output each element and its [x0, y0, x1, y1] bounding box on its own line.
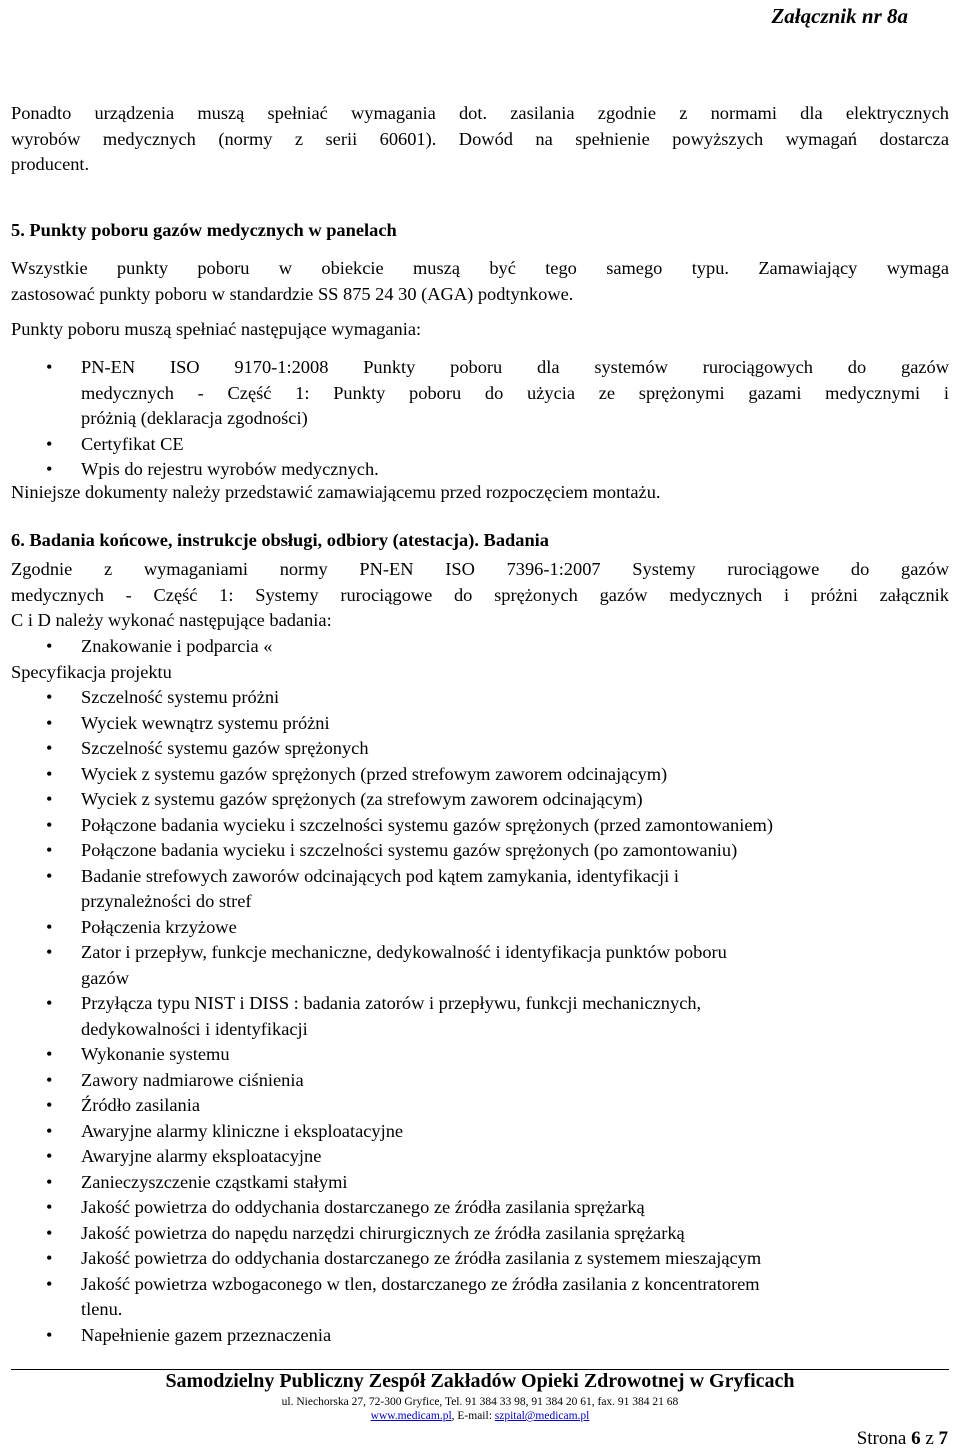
item-line: Szczelność systemu gazów sprężonych: [81, 738, 369, 758]
section-6-paragraph: [11, 557, 949, 634]
list-item: [11, 457, 949, 483]
bullet-icon: •: [46, 1248, 53, 1268]
list-item: [11, 1221, 949, 1247]
list-item: [11, 1195, 949, 1221]
intro-line: Ponadto urządzenia muszą spełniać wymagania dot. zasilania zgodnie z normami dla elektrycznych: [11, 103, 949, 123]
item-line: medycznych - Część 1: Punkty poboru do użycia ze sprężonymi gazami medycznymi i: [81, 382, 949, 403]
list-item: [11, 634, 949, 660]
item-line: Znakowanie i podparcia «: [81, 636, 273, 656]
item-line: Wpis do rejestru wyrobów medycznych.: [81, 459, 379, 479]
bullet-icon: •: [46, 993, 53, 1013]
list-item: [11, 1246, 949, 1272]
item-line: Połączone badania wycieku i szczelności systemu gazów sprężonych (przed zamontowaniem): [81, 814, 773, 835]
bullet-icon: •: [46, 687, 53, 707]
bullet-icon: •: [46, 636, 53, 656]
item-line: próżnią (deklaracja zgodności): [81, 408, 308, 428]
item-line: Jakość powietrza do oddychania dostarczanego ze źródła zasilania z systemem mieszającym: [81, 1248, 762, 1268]
page-prefix: Strona: [856, 1428, 912, 1449]
footer-organization: Samodzielny Publiczny Zespół Zakładów Opieki Zdrowotnej w Gryficach: [165, 1370, 795, 1392]
list-item: [11, 1170, 949, 1196]
item-line: Awaryjne alarmy eksploatacyjne: [81, 1146, 322, 1166]
bullet-icon: •: [46, 1146, 53, 1166]
item-line: Połączone badania wycieku i szczelności systemu gazów sprężonych (po zamontowaniu): [81, 840, 738, 860]
spec-label: Specyfikacja projektu: [11, 662, 172, 682]
list-item: [11, 1119, 949, 1145]
bullet-icon: •: [46, 1095, 53, 1115]
bullet-icon: •: [46, 763, 53, 784]
bullet-icon: •: [46, 814, 53, 835]
first-test-list: [11, 634, 949, 660]
email-label: , E-mail:: [451, 1410, 495, 1422]
paragraph-line: zastosować punkty poboru w standardzie SS 875 24 30 (AGA) podtynkowe.: [11, 283, 574, 304]
bullet-icon: •: [46, 459, 53, 479]
item-line: Zanieczyszczenie cząstkami stałymi: [81, 1171, 348, 1192]
list-item: [11, 1068, 949, 1094]
item-line: Szczelność systemu próżni: [81, 687, 280, 707]
list-item: [11, 762, 949, 788]
list-item: [11, 1042, 949, 1068]
item-line: gazów: [81, 967, 129, 988]
bullet-icon: •: [46, 789, 53, 809]
paragraph-line: C i D należy wykonać następujące badania:: [11, 610, 332, 630]
bullet-icon: •: [46, 1044, 53, 1064]
list-item: [11, 838, 949, 864]
paragraph-line: Wszystkie punkty poboru w obiekcie muszą być tego samego typu. Zamawiający wymaga: [11, 258, 949, 278]
section-5-heading: 5. Punkty poboru gazów medycznych w panelach: [11, 220, 397, 240]
item-line: Jakość powietrza wzbogaconego w tlen, dostarczanego ze źródła zasilania z koncentratorem: [81, 1273, 760, 1294]
item-line: PN-EN ISO 9170-1:2008 Punkty poboru dla systemów rurociągowych do gazów: [81, 357, 949, 377]
list-item: [11, 432, 949, 458]
page-separator: z: [920, 1428, 939, 1449]
list-item: [11, 711, 949, 737]
item-line: Jakość powietrza do oddychania dostarczanego ze źródła zasilania sprężarką: [81, 1197, 645, 1217]
page-number: [857, 1428, 948, 1450]
bullet-icon: •: [46, 357, 53, 377]
list-item: [11, 787, 949, 813]
bullet-icon: •: [46, 1273, 53, 1294]
intro-line: wyrobów medycznych (normy z serii 60601). Dowód na spełnienie powyższych wymagań dostarcza: [11, 128, 949, 149]
list-item: [11, 991, 949, 1042]
requirements-list: [11, 355, 949, 483]
section-5-paragraph: [11, 256, 949, 307]
paragraph-line: medycznych - Część 1: Systemy rurociągowe do sprężonych gazów medycznych i próżni załącznik: [11, 584, 949, 605]
footer-contact: [0, 1410, 960, 1422]
item-line: tlenu.: [81, 1299, 123, 1319]
list-item: [11, 1144, 949, 1170]
item-line: Awaryjne alarmy kliniczne i eksploatacyjne: [81, 1120, 404, 1141]
bullet-icon: •: [46, 942, 53, 962]
page-current: 6: [911, 1428, 921, 1449]
attachment-label: Załącznik nr 8a: [771, 4, 908, 28]
tests-list: [11, 685, 949, 1348]
item-line: Zator i przepływ, funkcje mechaniczne, dedykowalność i identyfikacja punktów poboru: [81, 942, 727, 962]
item-line: Wykonanie systemu: [81, 1044, 230, 1064]
email-link[interactable]: szpital@medicam.pl: [494, 1410, 590, 1422]
list-item: [11, 864, 949, 915]
requirements-intro: Punkty poboru muszą spełniać następujące wymagania:: [11, 319, 422, 339]
list-item: [11, 1093, 949, 1119]
documents-note: Niniejsze dokumenty należy przedstawić zamawiającemu przed rozpoczęciem montażu.: [11, 482, 661, 502]
list-item: [11, 355, 949, 432]
item-line: Przyłącza typu NIST i DISS : badania zatorów i przepływu, funkcji mechanicznych,: [81, 993, 702, 1013]
bullet-icon: •: [46, 712, 53, 733]
item-line: Jakość powietrza do napędu narzędzi chirurgicznych ze źródła zasilania sprężarką: [81, 1222, 685, 1243]
bullet-icon: •: [46, 1120, 53, 1141]
item-line: Źródło zasilania: [81, 1095, 200, 1115]
page-total: 7: [938, 1428, 948, 1449]
item-line: Wyciek wewnątrz systemu próżni: [81, 712, 330, 733]
list-item: [11, 1272, 949, 1323]
list-item: [11, 915, 949, 941]
item-line: Napełnienie gazem przeznaczenia: [81, 1324, 332, 1345]
list-item: [11, 940, 949, 991]
bullet-icon: •: [46, 1324, 53, 1345]
intro-line: producent.: [11, 154, 90, 174]
bullet-icon: •: [46, 840, 53, 860]
item-line: Wyciek z systemu gazów sprężonych (przed strefowym zaworem odcinającym): [81, 763, 668, 784]
item-line: Połączenia krzyżowe: [81, 916, 237, 937]
list-item: [11, 813, 949, 839]
paragraph-line: Zgodnie z wymaganiami normy PN-EN ISO 7396-1:2007 Systemy rurociągowe do gazów: [11, 559, 949, 579]
list-item: [11, 736, 949, 762]
list-item: [11, 685, 949, 711]
intro-paragraph: [11, 101, 949, 178]
item-line: Badanie strefowych zaworów odcinających pod kątem zamykania, identyfikacji i: [81, 865, 679, 886]
section-6-heading: 6. Badania końcowe, instrukcje obsługi, odbiory (atestacja). Badania: [11, 530, 549, 550]
bullet-icon: •: [46, 1069, 53, 1090]
item-line: przynależności do stref: [81, 891, 252, 911]
bullet-icon: •: [46, 916, 53, 937]
item-line: Wyciek z systemu gazów sprężonych (za strefowym zaworem odcinającym): [81, 789, 643, 809]
bullet-icon: •: [46, 1222, 53, 1243]
website-link[interactable]: www.medicam.pl: [370, 1410, 452, 1422]
item-line: Certyfikat CE: [81, 433, 184, 454]
bullet-icon: •: [46, 1197, 53, 1217]
bullet-icon: •: [46, 865, 53, 886]
list-item: [11, 1323, 949, 1349]
item-line: dedykowalności i identyfikacji: [81, 1018, 308, 1039]
bullet-icon: •: [46, 433, 53, 454]
footer-address: ul. Niechorska 27, 72-300 Gryfice, Tel. 91 384 33 98, 91 384 20 61, fax. 91 384 21 68: [281, 1396, 679, 1408]
item-line: Zawory nadmiarowe ciśnienia: [81, 1069, 304, 1090]
bullet-icon: •: [46, 1171, 53, 1192]
bullet-icon: •: [46, 738, 53, 758]
